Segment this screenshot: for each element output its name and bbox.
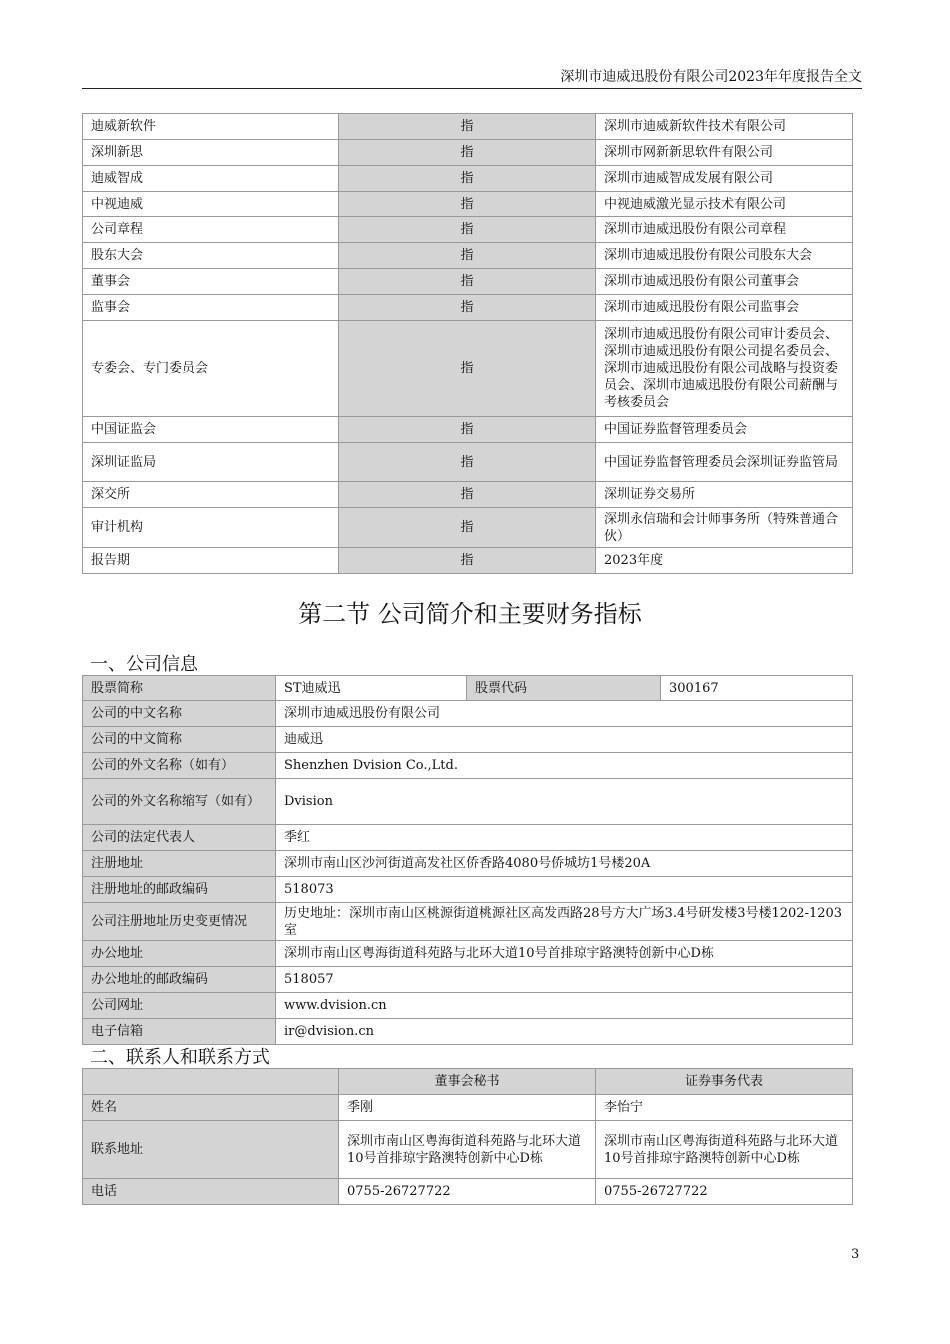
company-info-table [82, 675, 853, 1045]
empty-header-cell [83, 1069, 339, 1095]
refers-to: 指 [339, 243, 596, 269]
table-row [83, 192, 853, 217]
table-row [83, 851, 853, 877]
term: 深圳证监局 [83, 443, 339, 482]
table-row [83, 825, 853, 851]
field-value: 518073 [276, 877, 853, 903]
table-row [83, 1179, 853, 1205]
term: 迪威智成 [83, 166, 339, 192]
term: 中视迪威 [83, 192, 339, 217]
field-value: 迪威迅 [276, 727, 853, 753]
field-value: ir@dvision.cn [276, 1019, 853, 1045]
table-row [83, 417, 853, 443]
refers-to: 指 [339, 548, 596, 574]
field-value: 历史地址：深圳市南山区桃源街道桃源社区高发西路28号方大广场3.4号研发楼3号楼1202-1203室 [276, 903, 853, 941]
refers-to: 指 [339, 417, 596, 443]
table-row [83, 443, 853, 482]
field-label: 办公地址的邮政编码 [83, 967, 276, 993]
header-rule [82, 88, 862, 89]
meaning: 深圳市迪威迅股份有限公司股东大会 [596, 243, 853, 269]
meaning: 深圳证券交易所 [596, 482, 853, 508]
stock-name-label: 股票简称 [83, 676, 276, 701]
refers-to: 指 [339, 269, 596, 295]
field-value: 518057 [276, 967, 853, 993]
field-label: 公司的法定代表人 [83, 825, 276, 851]
table-row [83, 676, 853, 701]
table-row [83, 967, 853, 993]
stock-code-label: 股票代码 [467, 676, 661, 701]
meaning: 中国证券监督管理委员会 [596, 417, 853, 443]
meaning: 深圳市迪威智成发展有限公司 [596, 166, 853, 192]
secretary-value: 深圳市南山区粤海街道科苑路与北环大道10号首排琼宇路澳特创新中心D栋 [339, 1121, 596, 1179]
refers-to: 指 [339, 114, 596, 140]
page-header: 深圳市迪威迅股份有限公司2023年年度报告全文 [560, 69, 862, 85]
refers-to: 指 [339, 482, 596, 508]
refers-to: 指 [339, 508, 596, 548]
refers-to: 指 [339, 166, 596, 192]
table-row [83, 753, 853, 779]
field-value: 深圳市迪威迅股份有限公司 [276, 701, 853, 727]
representative-value: 0755-26727722 [596, 1179, 853, 1205]
term: 审计机构 [83, 508, 339, 548]
meaning: 深圳市迪威迅股份有限公司审计委员会、深圳市迪威迅股份有限公司提名委员会、深圳市迪威迅股份有限公司战略与投资委员会、深圳市迪威迅股份有限公司薪酬与考核委员会 [596, 321, 853, 417]
table-row [83, 482, 853, 508]
table-row [83, 727, 853, 753]
representative-value: 深圳市南山区粤海街道科苑路与北环大道10号首排琼宇路澳特创新中心D栋 [596, 1121, 853, 1179]
table-row [83, 166, 853, 192]
contacts-table [82, 1068, 853, 1205]
table-row [83, 941, 853, 967]
table-row [83, 269, 853, 295]
table-row [83, 1095, 853, 1121]
refers-to: 指 [339, 321, 596, 417]
field-label: 办公地址 [83, 941, 276, 967]
meaning: 深圳永信瑞和会计师事务所（特殊普通合伙） [596, 508, 853, 548]
field-value: 深圳市南山区沙河街道高发社区侨香路4080号侨城坊1号楼20A [276, 851, 853, 877]
term: 公司章程 [83, 217, 339, 243]
field-label: 公司注册地址历史变更情况 [83, 903, 276, 941]
term: 深交所 [83, 482, 339, 508]
page-number: 3 [851, 1247, 860, 1262]
table-row [83, 217, 853, 243]
term: 董事会 [83, 269, 339, 295]
field-label: 公司网址 [83, 993, 276, 1019]
field-label: 姓名 [83, 1095, 339, 1121]
table-row [83, 295, 853, 321]
table-row [83, 243, 853, 269]
table-row [83, 993, 853, 1019]
definitions-table [82, 113, 853, 574]
field-label: 注册地址 [83, 851, 276, 877]
meaning: 深圳市迪威迅股份有限公司监事会 [596, 295, 853, 321]
contacts-heading: 二、联系人和联系方式 [90, 1047, 270, 1068]
table-header-row [83, 1069, 853, 1095]
secretary-value: 0755-26727722 [339, 1179, 596, 1205]
company-info-heading: 一、公司信息 [90, 654, 198, 675]
table-row [83, 508, 853, 548]
term: 中国证监会 [83, 417, 339, 443]
refers-to: 指 [339, 140, 596, 166]
refers-to: 指 [339, 295, 596, 321]
field-label: 公司的外文名称缩写（如有） [83, 779, 276, 825]
secretary-value: 季刚 [339, 1095, 596, 1121]
term: 迪威新软件 [83, 114, 339, 140]
meaning: 深圳市迪威迅股份有限公司董事会 [596, 269, 853, 295]
field-label: 公司的中文简称 [83, 727, 276, 753]
table-row [83, 1019, 853, 1045]
meaning: 中国证券监督管理委员会深圳证券监管局 [596, 443, 853, 482]
representative-value: 李怡宁 [596, 1095, 853, 1121]
term: 专委会、专门委员会 [83, 321, 339, 417]
col-representative: 证券事务代表 [596, 1069, 853, 1095]
meaning: 深圳市迪威迅股份有限公司章程 [596, 217, 853, 243]
table-row [83, 321, 853, 417]
refers-to: 指 [339, 192, 596, 217]
table-row [83, 140, 853, 166]
refers-to: 指 [339, 443, 596, 482]
col-secretary: 董事会秘书 [339, 1069, 596, 1095]
term: 报告期 [83, 548, 339, 574]
meaning: 深圳市迪威新软件技术有限公司 [596, 114, 853, 140]
field-label: 电话 [83, 1179, 339, 1205]
section-title: 第二节 公司简介和主要财务指标 [298, 600, 642, 628]
field-label: 联系地址 [83, 1121, 339, 1179]
field-value: 深圳市南山区粤海街道科苑路与北环大道10号首排琼宇路澳特创新中心D栋 [276, 941, 853, 967]
field-label: 电子信箱 [83, 1019, 276, 1045]
meaning: 中视迪威激光显示技术有限公司 [596, 192, 853, 217]
field-label: 公司的中文名称 [83, 701, 276, 727]
stock-code: 300167 [661, 676, 853, 701]
refers-to: 指 [339, 217, 596, 243]
table-row [83, 548, 853, 574]
table-row [83, 1121, 853, 1179]
field-value: 季红 [276, 825, 853, 851]
field-value: www.dvision.cn [276, 993, 853, 1019]
meaning: 2023年度 [596, 548, 853, 574]
meaning: 深圳市网新新思软件有限公司 [596, 140, 853, 166]
term: 监事会 [83, 295, 339, 321]
table-row [83, 877, 853, 903]
field-value: Shenzhen Dvision Co.,Ltd. [276, 753, 853, 779]
term: 股东大会 [83, 243, 339, 269]
field-label: 注册地址的邮政编码 [83, 877, 276, 903]
table-row [83, 903, 853, 941]
table-row [83, 701, 853, 727]
term: 深圳新思 [83, 140, 339, 166]
table-row [83, 779, 853, 825]
stock-name: ST迪威迅 [276, 676, 467, 701]
field-value: Dvision [276, 779, 853, 825]
field-label: 公司的外文名称（如有） [83, 753, 276, 779]
table-row [83, 114, 853, 140]
